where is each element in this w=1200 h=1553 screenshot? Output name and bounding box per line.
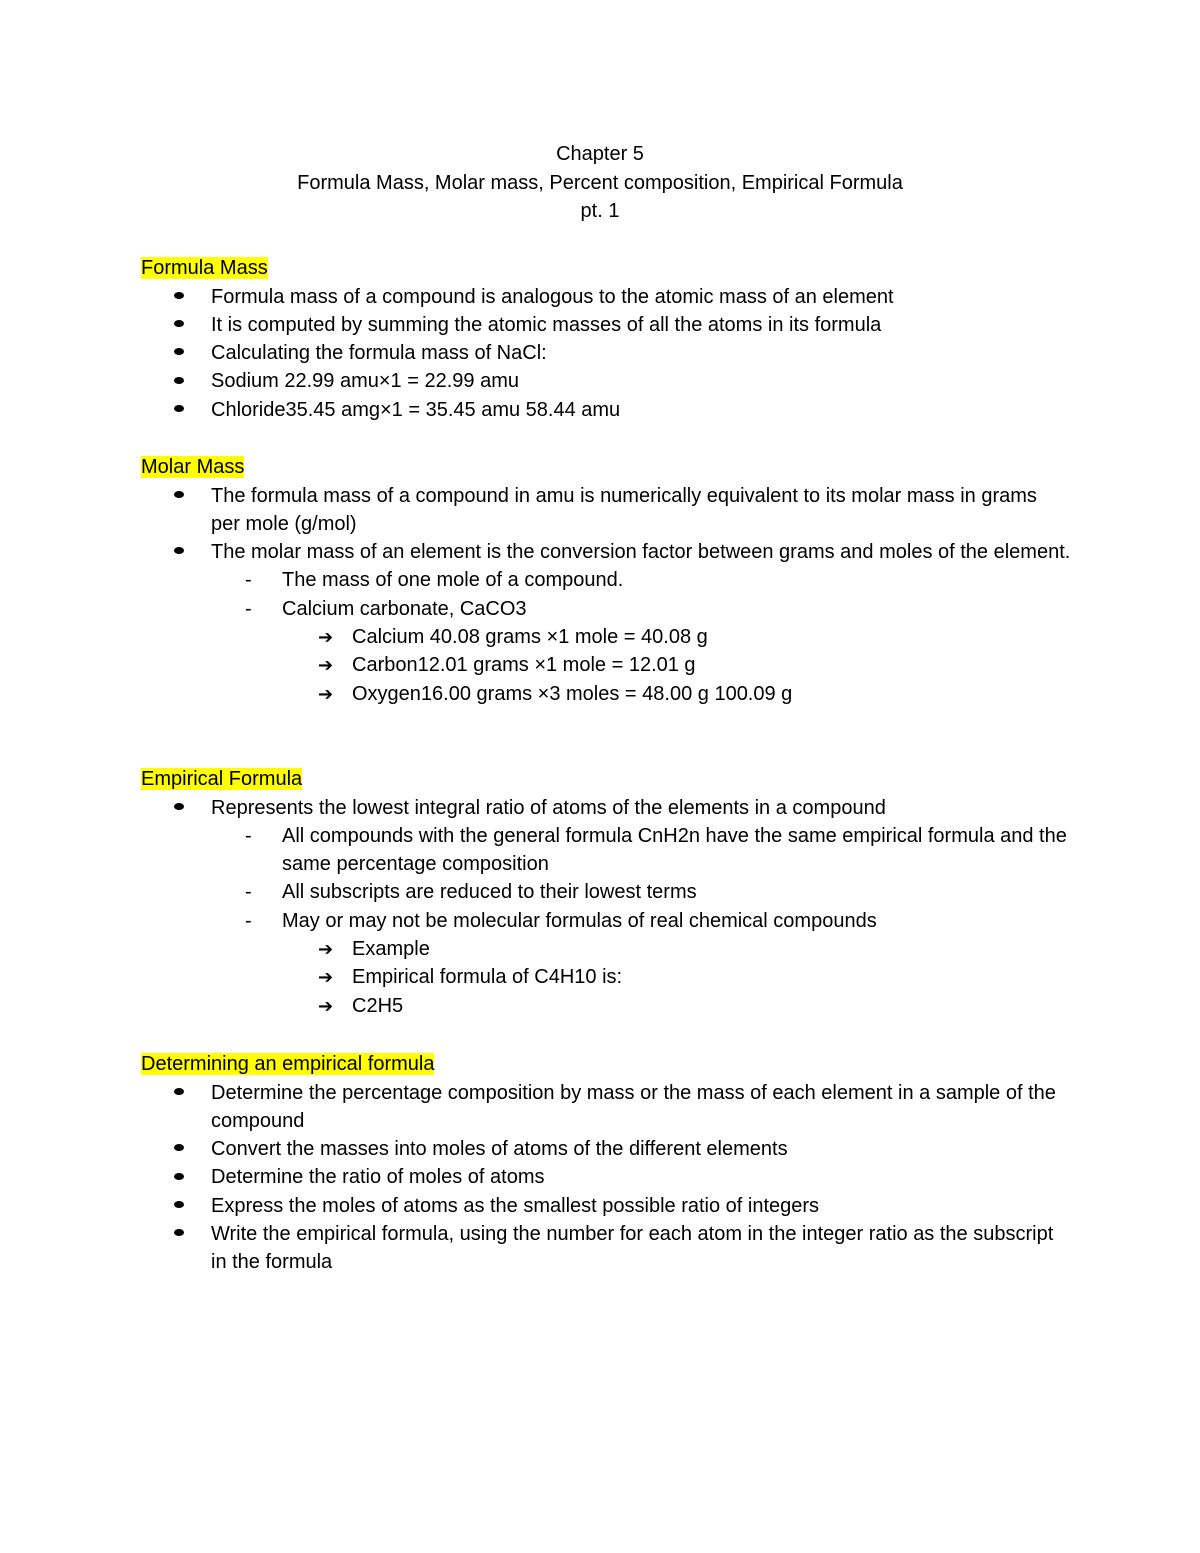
dash-icon: - <box>245 569 252 592</box>
arrow-list-item: ➔ C2H5 <box>141 992 1071 1020</box>
section-heading <box>141 453 1071 482</box>
bullet-icon <box>174 283 184 311</box>
sub-list-item: - Calcium carbonate, CaCO3 <box>141 595 1071 623</box>
sub-list-item: - All compounds with the general formula CnH2n have the same empirical formula and the same percentage composition <box>141 822 1071 879</box>
bullet-icon <box>174 1163 184 1191</box>
arrow-list-item: ➔ Example <box>141 935 1071 963</box>
chapter-title: Chapter 5 <box>556 143 644 165</box>
dash-icon: - <box>245 881 252 904</box>
heading-highlight: Molar Mass <box>141 456 245 478</box>
bullet-icon <box>174 1192 184 1220</box>
list-item: Determine the percentage composition by mass or the mass of each element in a sample of the compound <box>141 1079 1071 1136</box>
bullet-icon <box>174 482 184 510</box>
section-determining <box>141 1050 1071 1277</box>
list-item: Determine the ratio of moles of atoms <box>141 1163 1071 1191</box>
section-heading <box>141 765 1071 794</box>
arrow-icon: ➔ <box>318 938 334 959</box>
sub-list-item: - The mass of one mole of a compound. <box>141 566 1071 594</box>
list-item: Write the empirical formula, using the number for each atom in the integer ratio as the subscript in the formula <box>141 1220 1071 1277</box>
chapter-part: pt. 1 <box>580 200 620 222</box>
list-item: It is computed by summing the atomic masses of all the atoms in its formula <box>141 311 1071 339</box>
bullet-icon <box>174 396 184 424</box>
section-molar-mass <box>141 453 1071 708</box>
list-item: Calculating the formula mass of NaCl: <box>141 339 1071 367</box>
heading-highlight: Formula Mass <box>141 257 268 279</box>
bullet-icon <box>174 1220 184 1248</box>
list-item: Sodium 22.99 amu×1 = 22.99 amu <box>141 367 1071 395</box>
section-heading <box>141 1050 1071 1079</box>
sub-list-item: - All subscripts are reduced to their lowest terms <box>141 878 1071 906</box>
bullet-icon <box>174 367 184 395</box>
list-item: The formula mass of a compound in amu is numerically equivalent to its molar mass in grams per mole (g/mol) <box>141 482 1071 539</box>
bullet-icon <box>174 794 184 822</box>
bullet-icon <box>174 1079 184 1107</box>
list-item: Express the moles of atoms as the smallest possible ratio of integers <box>141 1192 1071 1220</box>
heading-highlight: Empirical Formula <box>141 768 303 790</box>
chapter-subtitle: Formula Mass, Molar mass, Percent composition, Empirical Formula <box>297 171 903 194</box>
arrow-list-item: ➔ Calcium 40.08 grams ×1 mole = 40.08 g <box>141 623 1071 651</box>
list-item: Convert the masses into moles of atoms of the different elements <box>141 1135 1071 1163</box>
section-formula-mass <box>141 254 1071 424</box>
list-item: Formula mass of a compound is analogous to the atomic mass of an element <box>141 283 1071 311</box>
arrow-icon: ➔ <box>318 995 334 1016</box>
arrow-list-item: ➔ Empirical formula of C4H10 is: <box>141 963 1071 991</box>
dash-icon: - <box>245 824 252 847</box>
arrow-list-item: ➔ Carbon12.01 grams ×1 mole = 12.01 g <box>141 651 1071 679</box>
arrow-list-item: ➔ Oxygen16.00 grams ×3 moles = 48.00 g 100.09 g <box>141 680 1071 708</box>
arrow-icon: ➔ <box>318 626 334 647</box>
bullet-icon <box>174 538 184 566</box>
arrow-icon: ➔ <box>318 655 334 676</box>
title-block <box>0 140 1200 226</box>
dash-icon: - <box>245 597 252 620</box>
list-item: The molar mass of an element is the conversion factor between grams and moles of the element. <box>141 538 1071 566</box>
bullet-icon <box>174 1135 184 1163</box>
list-item: Chloride35.45 amg×1 = 35.45 amu 58.44 amu <box>141 396 1071 424</box>
dash-icon: - <box>245 909 252 932</box>
section-empirical-formula <box>141 765 1071 1020</box>
section-heading <box>141 254 1071 283</box>
bullet-icon <box>174 339 184 367</box>
arrow-icon: ➔ <box>318 683 334 704</box>
arrow-icon: ➔ <box>318 967 334 988</box>
sub-list-item: - May or may not be molecular formulas of real chemical compounds <box>141 907 1071 935</box>
list-item: Represents the lowest integral ratio of atoms of the elements in a compound <box>141 794 1071 822</box>
heading-highlight: Determining an empirical formula <box>141 1053 435 1075</box>
bullet-icon <box>174 311 184 339</box>
